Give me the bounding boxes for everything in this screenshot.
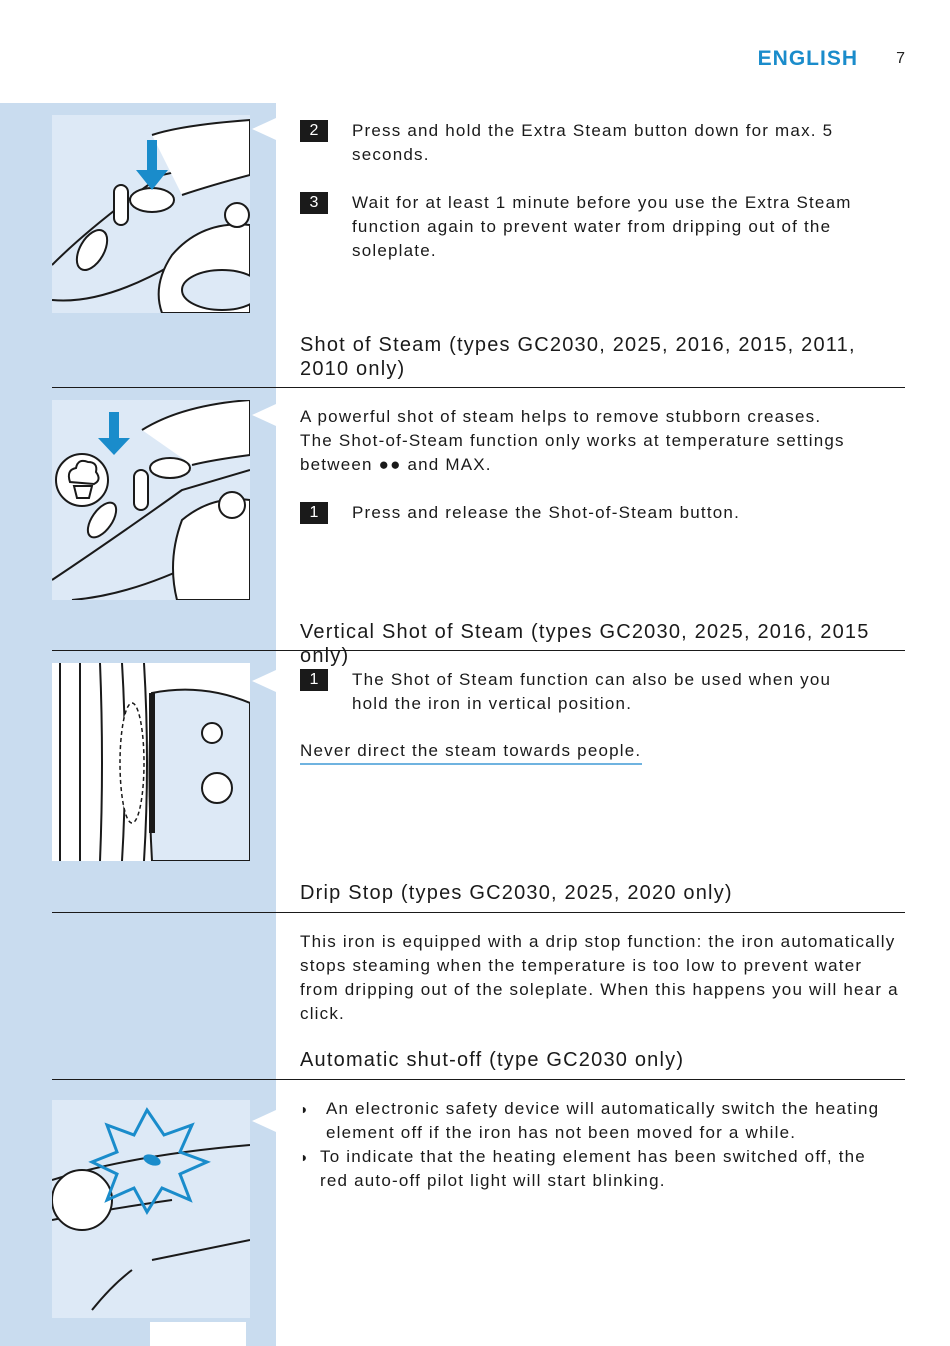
sidebar-notch	[252, 1110, 276, 1132]
section-heading-shot-of-steam: Shot of Steam (types GC2030, 2025, 2016, 2015, 2011, 2010 only)	[300, 334, 856, 380]
illustration-auto-shutoff	[52, 1100, 250, 1318]
step-number: 1	[300, 502, 328, 524]
bullet-text: An electronic safety device will automatically switch the heating element off if the iron has not been moved for a while.	[326, 1099, 880, 1142]
step-1-shot	[300, 501, 872, 525]
illustration-shot-of-steam	[52, 400, 250, 600]
illustration-vertical-steam	[52, 663, 250, 861]
bullet-item	[300, 1145, 900, 1193]
section-divider	[52, 650, 905, 651]
sidebar-notch	[252, 404, 276, 426]
intro-line: between ●● and MAX.	[300, 455, 492, 474]
section-heading-vertical-shot: Vertical Shot of Steam (types GC2030, 2025, 2016, 2015 only)	[300, 621, 870, 667]
warning-text: Never direct the steam towards people.	[300, 741, 642, 760]
step-1-vertical	[300, 668, 872, 716]
bullet-text: To indicate that the heating element has been switched off, the red auto-off pilot light will start blinking.	[320, 1147, 866, 1190]
step-text: Press and release the Shot-of-Steam button.	[352, 503, 741, 522]
step-text: Wait for at least 1 minute before you use the Extra Steam function again to prevent water from dripping out of the soleplate.	[352, 193, 852, 260]
language-label: ENGLISH	[757, 47, 858, 70]
footer-tab	[150, 1322, 246, 1346]
step-number: 1	[300, 669, 328, 691]
step-2	[300, 119, 872, 167]
triangle-bullet-icon: ◗	[300, 1101, 310, 1117]
sidebar-notch	[252, 670, 276, 692]
section-divider	[52, 387, 905, 388]
triangle-bullet-icon: ◗	[300, 1149, 310, 1165]
step-text: Press and hold the Extra Steam button down for max. 5 seconds.	[352, 121, 834, 164]
intro-line: The Shot-of-Steam function only works at temperature settings	[300, 431, 845, 450]
illustration-extra-steam	[52, 115, 250, 313]
warning-underline	[300, 763, 642, 765]
section-divider	[52, 1079, 905, 1080]
section-divider	[52, 912, 905, 913]
shot-of-steam-intro	[300, 405, 900, 477]
sidebar-notch	[252, 118, 276, 140]
drip-stop-text: This iron is equipped with a drip stop function: the iron automatically stops steaming when the temperature is too low to prevent water from dripping out of the soleplate. When this happens you will hear a click.	[300, 932, 899, 1023]
step-3	[300, 191, 872, 263]
intro-line: A powerful shot of steam helps to remove stubborn creases.	[300, 407, 822, 426]
step-text: The Shot of Steam function can also be used when you hold the iron in vertical position.	[352, 670, 832, 713]
section-heading-drip-stop: Drip Stop (types GC2030, 2025, 2020 only)	[300, 882, 733, 904]
bullet-item	[300, 1097, 900, 1145]
section-heading-auto-shutoff: Automatic shut-off (type GC2030 only)	[300, 1049, 685, 1071]
page-number: 7	[896, 50, 905, 67]
step-number: 3	[300, 192, 328, 214]
step-number: 2	[300, 120, 328, 142]
